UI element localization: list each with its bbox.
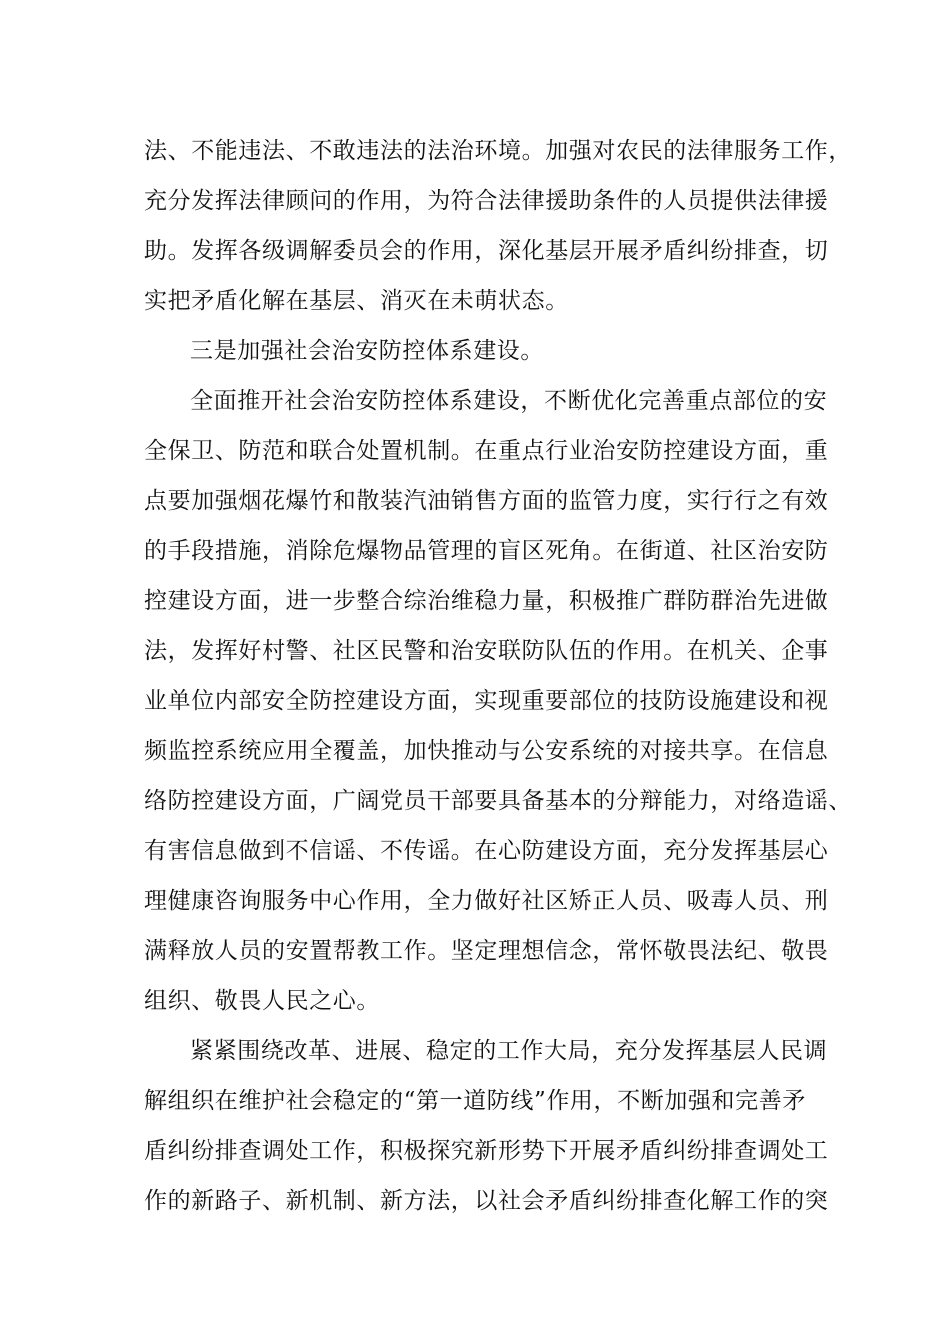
text-line: 组织、敬畏人民之心。 <box>144 988 380 1014</box>
text-line: 充分发挥法律顾问的作用，为符合法律援助条件的人员提供法律援 <box>144 188 829 214</box>
text-line: 解组织在维护社会稳定的“第一道防线”作用，不断加强和完善矛 <box>144 1088 806 1114</box>
text-line: 络防控建设方面，广阔党员干部要具备基本的分辩能力，对络造谣、 <box>144 788 852 814</box>
text-line: 法、不能违法、不敢违法的法治环境。加强对农民的法律服务工作， <box>144 138 852 164</box>
text-line: 的手段措施，消除危爆物品管理的盲区死角。在街道、社区治安防 <box>144 538 829 564</box>
text-line: 频监控系统应用全覆盖，加快推动与公安系统的对接共享。在信息 <box>144 738 829 764</box>
text-line: 控建设方面，进一步整合综治维稳力量，积极推广群防群治先进做 <box>144 588 829 614</box>
text-line: 助。发挥各级调解委员会的作用，深化基层开展矛盾纠纷排查，切 <box>144 238 829 264</box>
text-line: 盾纠纷排查调处工作，积极探究新形势下开展矛盾纠纷排查调处工 <box>144 1138 829 1164</box>
text-line: 实把矛盾化解在基层、消灭在未萌状态。 <box>144 288 569 314</box>
text-line: 紧紧围绕改革、进展、稳定的工作大局，充分发挥基层人民调 <box>190 1038 828 1064</box>
text-line: 理健康咨询服务中心作用，全力做好社区矫正人员、吸毒人员、刑 <box>144 888 829 914</box>
text-line: 点要加强烟花爆竹和散装汽油销售方面的监管力度，实行行之有效 <box>144 488 829 514</box>
text-line: 有害信息做到不信谣、不传谣。在心防建设方面，充分发挥基层心 <box>144 838 829 864</box>
text-line: 全保卫、防范和联合处置机制。在重点行业治安防控建设方面，重 <box>144 438 829 464</box>
text-line: 满释放人员的安置帮教工作。坚定理想信念，常怀敬畏法纪、敬畏 <box>144 938 829 964</box>
text-line: 法，发挥好村警、社区民警和治安联防队伍的作用。在机关、企事 <box>144 638 829 664</box>
text-line: 作的新路子、新机制、新方法，以社会矛盾纠纷排查化解工作的突 <box>144 1188 829 1214</box>
text-line: 全面推开社会治安防控体系建设，不断优化完善重点部位的安 <box>190 388 828 414</box>
text-line: 业单位内部安全防控建设方面，实现重要部位的技防设施建设和视 <box>144 688 829 714</box>
section-heading: 三是加强社会治安防控体系建设。 <box>190 338 544 364</box>
